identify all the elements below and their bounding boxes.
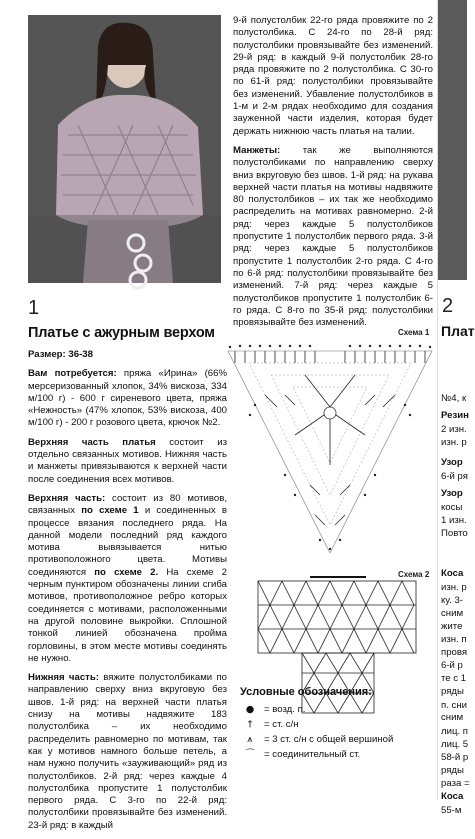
cuffs-text: так же выполняются полустолбиками по направлению сверху вниз вкруговую без швов. 1-й ряд: на рукава верхней части платья на мотивы надвяжите 80 полустолбиков – их так же необходимо распределить на мотивах равномерно. 2-й ряд: через каждые 5 полустолбиков пропустите 1 полустолбик первого ряда. 3-й ряд: через каждые 5 полустолбиков пропустите 1 полустолбик 2-го ряда. С 4-го по 6-й ряд: полустолбики провязывайте без изменений. 7-й ряд: через каждые 5 полустолбиков пропустите 1 полустолбик 6-го ряда. С 8-го по 35-й ряд: полустолбики провязывайте без изменений. [233,144,433,329]
cuffs-paragraph [233,145,433,329]
chain-stitch-icon: ● [245,704,255,715]
fragment-line: Повто [441,528,468,539]
legend-item [240,717,430,732]
schema1-caption: Схема 1 [398,328,430,337]
next-model-title: Плат [441,323,475,339]
lower-text: вяжите полустолбиками по направлению сверху вниз вкруговую без швов. 1-й ряд: на верхней части платья снизу на мотивы надвяжите 183 полустолбика – их необходимо распределить равномерно по мотивам, так как у мотивов намного больше петель, а нам нужно получить «зауживающий» ряд из полустолбиков. 2-й ряд: через каждые 4 полустолбика пропустите 1 полустолбик первого ряда. С 3-го по 22-й ряд: полустолбики провязывайте без изменений. 23-й ряд: в каждый [28,672,227,831]
model-number: 1 [28,297,40,319]
fragment-line: 2 изн. [441,424,467,435]
legend-item [240,702,430,717]
legend-text: = 3 ст. с/н с общей вершиной [264,734,394,745]
fragment-line: изн. п [441,634,467,645]
schema2-caption: Схема 2 [398,570,430,579]
fragment-line: 6-й р [441,660,463,671]
model-photo [28,15,221,283]
fragment-line: сним [441,712,464,723]
next-model-photo [438,0,467,280]
next-model-strip [438,0,475,816]
fragment-line: 6-й ря [441,471,468,482]
cuffs-label: Манжеты: [233,144,281,156]
fragment-line: изн. р [441,582,467,593]
fragment-line: Узор [441,488,463,499]
fragment-line: Коса [441,791,464,802]
fragment-line: 1 изн. [441,515,467,526]
size-label: Размер: [28,349,66,360]
legend-title: Условные обозначения: [240,686,372,698]
fragment-line: раза = [441,778,470,789]
legend-item [240,747,430,762]
legend-text: = возд. п. [264,704,306,715]
double-crochet-icon: † [247,719,253,730]
fragment-line: Узор [441,457,463,468]
materials-paragraph [28,368,227,429]
fragment-line: изн. р [441,437,467,448]
lower-label: Нижняя часть: [28,672,99,684]
fragment-line: сним [441,608,464,619]
column-right [233,15,433,336]
model-title: Платье с ажурным верхом [28,325,215,341]
upper-paragraph [28,437,227,486]
upper2-text-b: и соединенных в процессе вязания последнего ряда. На данной модели последний ряд каждого мотива вывязывается нитью противоположного цвета. Мотивы соединяются [28,505,227,578]
fragment-line: п. сни [441,700,467,711]
legend [240,685,430,762]
upper2-text-c: На схеме 2 черным пунктиром обозначены линии сгиба мотивов, противоположное ребро которых соединяется с мотивами, расположенными на другой половине выкройки. Сплошной тонкой линией обозначена пройма горловины, в этом месте мотивы соединять не нужно. [28,566,227,664]
lower-paragraph [28,672,227,832]
upper2-paragraph [28,493,227,665]
fragment-line: лиц. п [441,726,468,737]
fragment-line: лиц. 5 [441,739,469,750]
fragment-line: ряды [441,686,464,697]
size-value: 36-38 [68,349,93,360]
fragment-line: те с 1 [441,673,467,684]
upper-text: состоит из отдельно связанных мотивов. Нижняя часть и манжеты привязываются к верхней части после соединения всех мотивов. [28,436,227,485]
next-model-number: 2 [442,295,454,317]
upper2-label: Верхняя часть: [28,492,106,504]
fragment-line: 58-й р [441,752,469,763]
slip-stitch-icon: ⌒ [245,749,255,760]
legend-text: = соединительный ст. [264,749,361,760]
legend-text: = ст. с/н [264,719,299,730]
fragment-line: Резин [441,410,469,421]
fragment-line: ряды [441,765,464,776]
upper2-text-a: состоит из 80 мотивов, связанных [28,492,227,517]
legend-item [240,732,430,747]
fragment-line: жите [441,621,463,632]
fragment-line: косы [441,502,463,513]
schema1-diagram [225,335,435,559]
materials-label: Вам потребуется: [28,368,117,380]
fragment-line: провя [441,647,468,658]
lower-cont-paragraph: 9-й полустолбик 22-го ряда провяжите по 2 полустолбика. С 24-го по 28-й ряд: полустолбики провязывайте без изменений. 29-й ряд: в каждый 9-й полустолбик 28-го ряда провяжите по 2 полустолбика. С 30-го по 61-й ряд: полустолбики провязывайте без изменений. Убавление полустолбиков в 1-м и 2-м рядах необходимо для создания зауженной части изделия, которая будет держать нижнюю часть платья на талии. [233,15,433,137]
column-left [28,349,227,839]
upper2-bold-b: по схеме 2. [94,566,159,578]
fragment-line: ку. 3- [441,595,464,606]
upper-label: Верхняя часть платья [28,436,156,448]
cluster-stitch-icon: ⩚ [247,734,253,745]
fragment-line: №4, к [441,393,467,404]
upper2-bold-a: по схеме 1 [81,505,139,517]
size-paragraph [28,349,227,361]
materials-text: пряжа «Ирина» (66% мерсеризованный хлопок, 34% вискоза, 334 м/100 г) - 600 г сиреневого цвета, пряжа «Нежность» (47% хлопок, 53% вискоза, 400 м/100 г) - 200 г розового цвета, крючок №2. [28,368,227,429]
fragment-line: 55-м [441,805,462,816]
fragment-line: Коса [441,568,464,579]
